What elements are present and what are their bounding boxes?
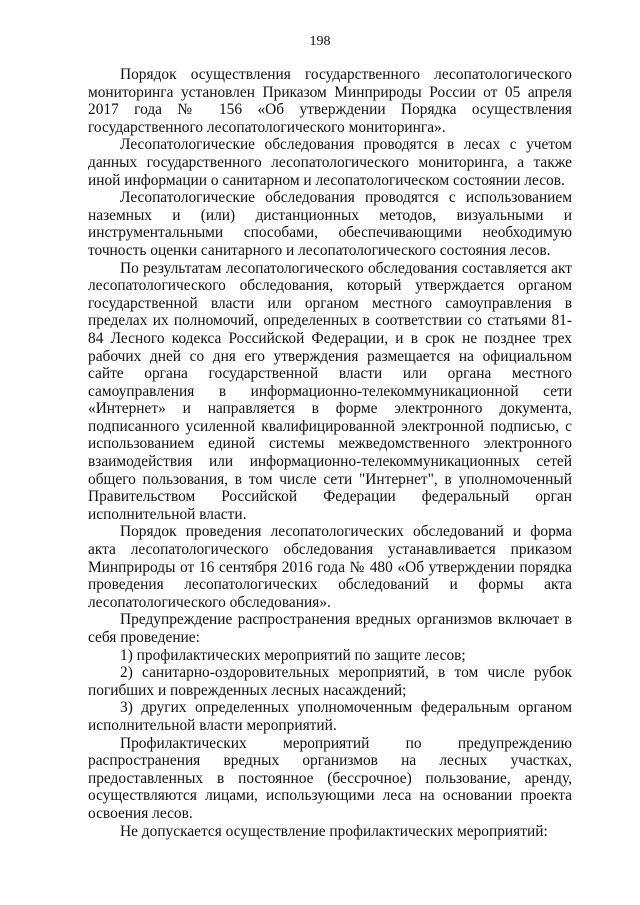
paragraph-prohibitions-intro: Не допускается осуществление профилактических мероприятий: xyxy=(120,822,548,840)
paragraph-survey-act: По результатам лесопатологического обследования составляется акт лесопатологического обследования, который утверждается органом государственной власти или органом местного самоуправления в пределах их полномочий, определенных в соответствии со статьями 81-84 Лесного кодекса Российской Федерации, и в срок не позднее трех рабочих дней со дня его утверждения размещается на официальном сайте органа государственной власти или органа местного самоуправления в информационно-телекоммуникационной сети «Интернет» и направляется в форме электронного документа, подписанного усиленной квалифицированной электронной подписью, с использованием единой системы межведомственного электронного взаимодействия или информационно-телекоммуникационных сетей общего пользования, в том числе сети "Интернет", в уполномоченный Правительством Российской Федерации федеральный орган исполнительной власти. xyxy=(88,259,572,523)
paragraph-survey-methods: Лесопатологические обследования проводятся с использованием наземных и (или) дистанционных методов, визуальными и инструментальными способами, обеспечивающими необходимую точность оценки санитарного и лесопатологического состояния лесов. xyxy=(88,189,572,259)
paragraph-monitoring-order: Порядок осуществления государственного лесопатологического мониторинга установлен Приказом Минприроды России от 05 апреля 2017 года № 156 «Об утверждении Порядка осуществления государственного лесопатологического мониторинга». xyxy=(88,66,572,136)
list-item-sanitary-measures: 2) санитарно-оздоровительных мероприятий, в том числе рубок погибших и поврежденных лесных насаждений; xyxy=(88,664,572,699)
page-number: 198 xyxy=(309,34,331,49)
paragraph-survey-procedure: Порядок проведения лесопатологических обследований и форма акта лесопатологического обследования устанавливается приказом Минприроды от 16 сентября 2016 года № 480 «Об утверждении порядка проведения лесопатологических обследований и формы акта лесопатологического обследования». xyxy=(88,523,572,611)
paragraph-prevention-intro: Предупреждение распространения вредных организмов включает в себя проведение: xyxy=(88,611,572,646)
paragraph-preventive-responsibility: Профилактических мероприятий по предупреждению распространения вредных организмов на лесных участках, предоставленных в постоянное (бессрочное) пользование, аренду, осуществляются лицами, использующими леса на основании проекта освоения лесов. xyxy=(88,734,572,822)
paragraph-surveys-data: Лесопатологические обследования проводятся в лесах с учетом данных государственного лесопатологического мониторинга, а также иной информации о санитарном и лесопатологическом состоянии лесов. xyxy=(88,136,572,189)
body-text xyxy=(88,66,572,840)
list-item-other-measures: 3) других определенных уполномоченным федеральным органом исполнительной власти мероприятий. xyxy=(88,699,572,734)
list-item-preventive-measures: 1) профилактических мероприятий по защите лесов; xyxy=(120,646,466,664)
